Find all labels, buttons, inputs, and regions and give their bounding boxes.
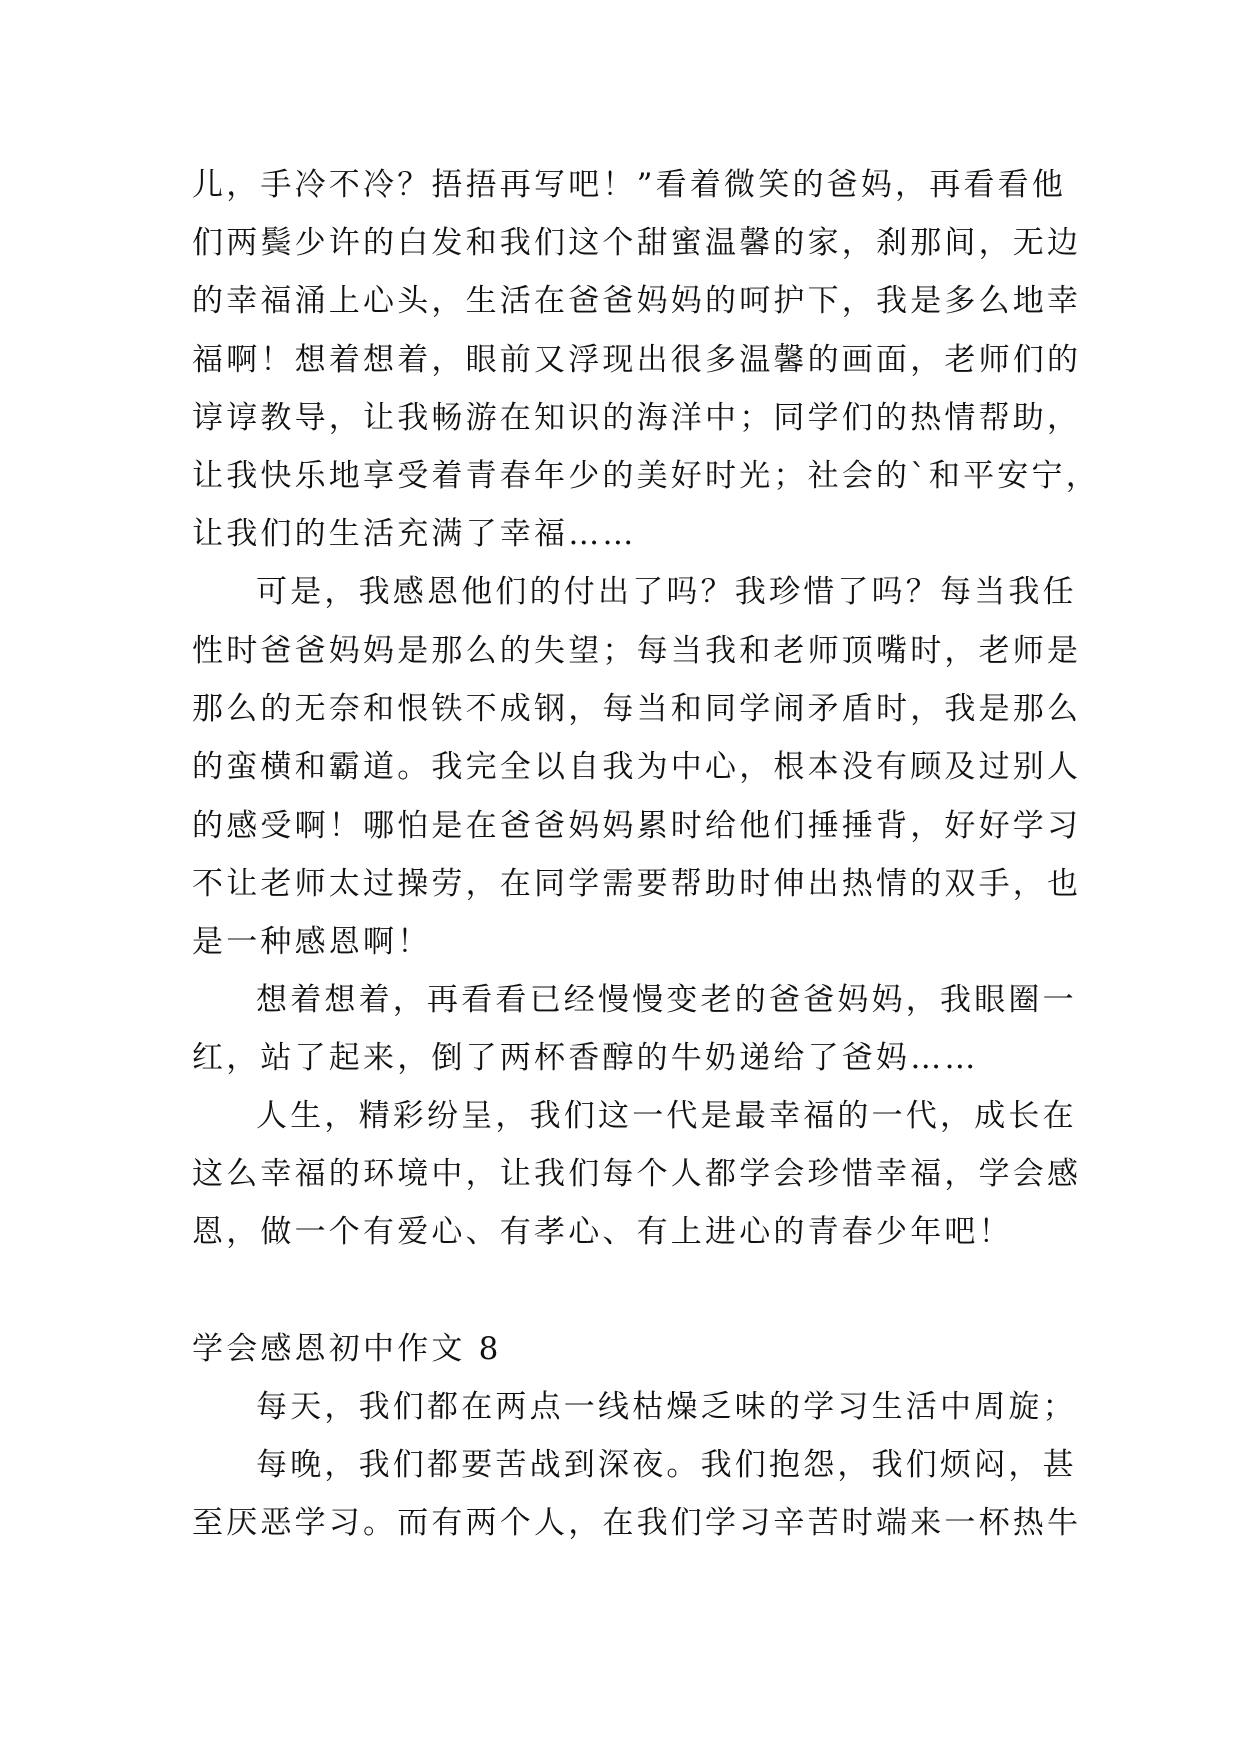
paragraph-line: 福啊！想着想着，眼前又浮现出很多温馨的画面，老师们的 — [192, 342, 1082, 378]
paragraph-line: 人生，精彩纷呈，我们这一代是最幸福的一代，成长在 — [256, 1098, 1077, 1134]
paragraph-line: 想着想着，再看看已经慢慢变老的爸爸妈妈，我眼圈一 — [256, 982, 1077, 1018]
paragraph-line: 这么幸福的环境中，让我们每个人都学会珍惜幸福，学会感 — [192, 1156, 1082, 1192]
section-heading: 学会感恩初中作文 8 — [192, 1331, 502, 1367]
paragraph-line: 的幸福涌上心头，生活在爸爸妈妈的呵护下，我是多么地幸 — [192, 283, 1082, 319]
paragraph-line: 们两鬓少许的白发和我们这个甜蜜温馨的家，刹那间，无边 — [192, 225, 1082, 261]
paragraph-line: 红，站了起来，倒了两杯香醇的牛奶递给了爸妈…… — [192, 1040, 979, 1076]
paragraph-line: 每天，我们都在两点一线枯燥乏味的学习生活中周旋； — [256, 1389, 1077, 1425]
paragraph-line: 每晚，我们都要苦战到深夜。我们抱怨，我们烦闷，甚 — [256, 1447, 1077, 1483]
paragraph-line: 那么的无奈和恨铁不成钢，每当和同学闹矛盾时，我是那么 — [192, 691, 1082, 727]
paragraph-line: 是一种感恩啊！ — [192, 924, 432, 960]
paragraph-line: 的蛮横和霸道。我完全以自我为中心，根本没有顾及过别人 — [192, 749, 1082, 785]
paragraph-line: 恩，做一个有爱心、有孝心、有上进心的青春少年吧！ — [192, 1214, 1013, 1250]
paragraph-line: 可是，我感恩他们的付出了吗？我珍惜了吗？每当我任 — [256, 574, 1077, 610]
paragraph-line: 儿，手冷不冷？捂捂再写吧！”看着微笑的爸妈，再看看他 — [192, 167, 1067, 203]
paragraph-line: 的感受啊！哪怕是在爸爸妈妈累时给他们捶捶背，好好学习 — [192, 808, 1082, 844]
paragraph-line: 至厌恶学习。而有两个人，在我们学习辛苦时端来一杯热牛 — [192, 1505, 1082, 1541]
paragraph-line: 不让老师太过操劳，在同学需要帮助时伸出热情的双手，也 — [192, 866, 1082, 902]
paragraph-line: 谆谆教导，让我畅游在知识的海洋中；同学们的热情帮助， — [192, 400, 1082, 436]
paragraph-line: 让我快乐地享受着青春年少的美好时光；社会的`和平安宁， — [192, 458, 1100, 494]
paragraph-line: 性时爸爸妈妈是那么的失望；每当我和老师顶嘴时，老师是 — [192, 633, 1082, 669]
paragraph-line: 让我们的生活充满了幸福…… — [192, 516, 637, 552]
